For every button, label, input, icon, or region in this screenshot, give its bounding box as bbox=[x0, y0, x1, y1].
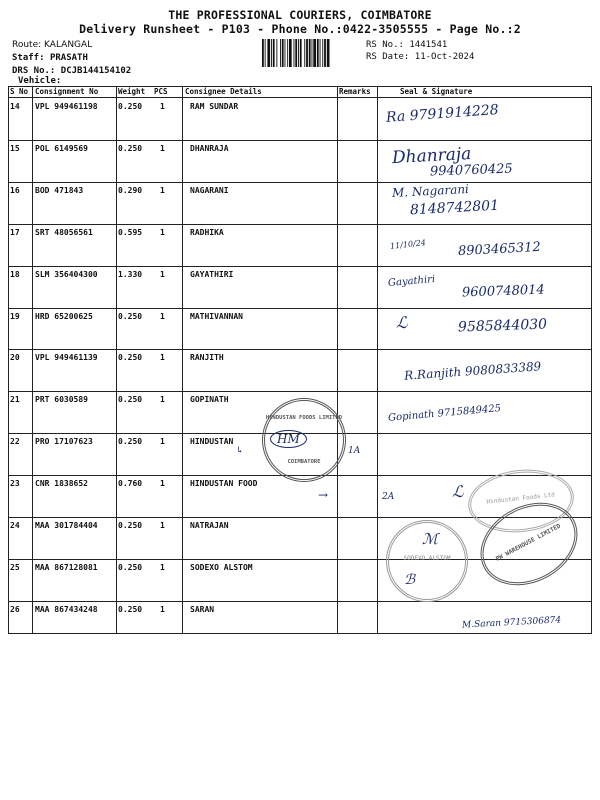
cell-sno: 17 bbox=[10, 227, 20, 237]
vehicle-label: Vehicle: bbox=[18, 76, 62, 86]
row-divider bbox=[8, 140, 592, 141]
barcode-bar bbox=[309, 39, 311, 67]
barcode-bar bbox=[313, 39, 316, 67]
drs-line bbox=[12, 66, 131, 76]
signature-mark-row-23: ℒ bbox=[452, 482, 464, 501]
cell-consignee: DHANRAJA bbox=[190, 143, 229, 153]
barcode-bar bbox=[267, 39, 270, 67]
arrow-row-22: ↳ bbox=[236, 446, 244, 456]
cell-weight: 0.760 bbox=[118, 479, 143, 489]
barcode bbox=[262, 39, 354, 67]
cell-pcs: 1 bbox=[160, 353, 165, 363]
header-weight: Weight bbox=[118, 87, 146, 96]
staff-value: PRASATH bbox=[49, 53, 88, 63]
cell-weight: 0.250 bbox=[118, 395, 143, 405]
barcode-bar bbox=[294, 39, 295, 67]
note-row-22: 1A bbox=[348, 446, 361, 456]
note-row-23: 2A bbox=[382, 492, 395, 502]
cell-pcs: 1 bbox=[160, 227, 165, 237]
cell-pcs: 1 bbox=[160, 185, 165, 195]
staff-label: Staff: bbox=[12, 53, 45, 63]
header-signature: Seal & Signature bbox=[400, 87, 473, 96]
cell-sno: 15 bbox=[10, 143, 20, 153]
cell-consignment: VPL 949461198 bbox=[35, 102, 98, 111]
barcode-bar bbox=[289, 39, 292, 67]
signature-mark-row-19: ℒ bbox=[396, 313, 408, 332]
cell-pcs: 1 bbox=[160, 311, 165, 321]
row-divider bbox=[8, 224, 592, 225]
rs-date-value: 11-Oct-2024 bbox=[414, 52, 475, 62]
cell-sno: 25 bbox=[10, 562, 20, 572]
arrow-row-23: → bbox=[318, 488, 329, 502]
signature-row-18: Gayathiri bbox=[387, 273, 436, 290]
cell-consignment: HRD 65200625 bbox=[35, 311, 93, 321]
header-remarks: Remarks bbox=[339, 87, 371, 96]
barcode-bar bbox=[300, 39, 302, 67]
barcode-bar bbox=[304, 39, 305, 67]
cell-pcs: 1 bbox=[160, 143, 165, 153]
cell-consignment: SLM 356404300 bbox=[35, 269, 98, 279]
phone-row-18: 9600748014 bbox=[461, 282, 545, 301]
signature-row-16: M. Nagarani bbox=[391, 181, 470, 201]
header-sno: S No bbox=[10, 87, 29, 96]
signature-mark-row-25: ℬ bbox=[404, 572, 416, 588]
cell-sno: 22 bbox=[10, 437, 20, 447]
header-consignment: Consignment No bbox=[35, 87, 99, 96]
route-line bbox=[12, 40, 92, 50]
cell-sno: 20 bbox=[10, 353, 20, 363]
rs-date-line bbox=[366, 52, 474, 62]
cell-consignment: POL 6149569 bbox=[35, 143, 88, 153]
stamp-3-text: PW WAREHOUSE LIMITED bbox=[494, 522, 562, 563]
signature-row-15: Dhanraja bbox=[391, 143, 472, 169]
signature-row-26: M.Saran 9715306874 bbox=[461, 615, 562, 631]
cell-pcs: 1 bbox=[160, 102, 165, 111]
cell-consignee: SARAN bbox=[190, 604, 215, 614]
cell-pcs: 1 bbox=[160, 437, 165, 447]
cell-consignee: RAM SUNDAR bbox=[190, 102, 239, 111]
barcode-bar bbox=[265, 39, 266, 67]
document-subtitle: Delivery Runsheet - P103 - Phone No.:0422-3505555 - Page No.:2 bbox=[79, 22, 521, 36]
cell-consignee: GAYATHIRI bbox=[190, 269, 234, 279]
stamp-2-text: Hindustan Foods Ltd bbox=[486, 491, 556, 506]
cell-consignment: MAA 301784404 bbox=[35, 521, 98, 530]
barcode-bar bbox=[262, 39, 264, 67]
table-row bbox=[8, 98, 592, 140]
stamp-1-top-text: HINDUSTAN FOODS LIMITED bbox=[265, 415, 343, 421]
cell-consignee: RANJITH bbox=[190, 353, 224, 363]
row-divider bbox=[8, 349, 592, 350]
barcode-bar bbox=[280, 39, 281, 67]
barcode-bar bbox=[276, 39, 277, 67]
table-row bbox=[8, 182, 592, 224]
row-divider bbox=[8, 182, 592, 183]
row-divider bbox=[8, 308, 592, 309]
document-title: THE PROFESSIONAL COURIERS, COIMBATORE bbox=[168, 8, 432, 22]
phone-row-15: 9940760425 bbox=[429, 161, 513, 180]
cell-pcs: 1 bbox=[160, 269, 165, 279]
barcode-bar bbox=[273, 39, 275, 67]
cell-consignee: RADHIKA bbox=[190, 227, 224, 237]
barcode-bar bbox=[287, 39, 288, 67]
barcode-bar bbox=[298, 39, 299, 67]
stamp-4-text: SODEXO ALSTOM bbox=[403, 555, 451, 562]
cell-weight: 0.250 bbox=[118, 102, 143, 111]
cell-sno: 18 bbox=[10, 269, 20, 279]
cell-weight: 0.250 bbox=[118, 521, 143, 530]
barcode-bar bbox=[312, 39, 313, 67]
cell-consignment: SRT 48056561 bbox=[35, 227, 93, 237]
row-divider bbox=[8, 391, 592, 392]
rs-no-value: 1441541 bbox=[409, 40, 448, 50]
phone-row-16: 8148742801 bbox=[409, 197, 500, 219]
vehicle-line bbox=[18, 76, 61, 86]
cell-pcs: 1 bbox=[160, 562, 165, 572]
phone-row-17: 8903465312 bbox=[457, 239, 542, 260]
cell-weight: 0.250 bbox=[118, 437, 143, 447]
cell-weight: 0.250 bbox=[118, 311, 143, 321]
date-row-17: 11/10/24 bbox=[389, 238, 427, 251]
rs-no-line bbox=[366, 40, 447, 50]
row-divider bbox=[8, 266, 592, 267]
cell-consignee: HINDUSTAN bbox=[190, 437, 234, 447]
barcode-bar bbox=[317, 39, 319, 67]
row-divider bbox=[8, 601, 592, 602]
staff-line bbox=[12, 53, 88, 63]
cell-consignee: MATHIVANNAN bbox=[190, 311, 243, 321]
signature-row-14: Ra 9791914228 bbox=[385, 102, 500, 126]
cell-weight: 0.250 bbox=[118, 143, 143, 153]
cell-pcs: 1 bbox=[160, 604, 165, 614]
stamp-1-bottom-text: COIMBATORE bbox=[287, 459, 321, 465]
cell-consignment: VPL 949461139 bbox=[35, 353, 98, 363]
cell-weight: 0.250 bbox=[118, 562, 143, 572]
barcode-bar bbox=[306, 39, 308, 67]
cell-consignment: PRO 17107623 bbox=[35, 437, 93, 447]
cell-pcs: 1 bbox=[160, 521, 165, 530]
cell-sno: 24 bbox=[10, 521, 20, 530]
hindustan-foods-stamp bbox=[262, 398, 346, 482]
cell-consignment: MAA 867128081 bbox=[35, 562, 98, 572]
cell-consignee: GOPINATH bbox=[190, 395, 229, 405]
cell-consignee: HINDUSTAN FOOD bbox=[190, 479, 258, 489]
barcode-bar bbox=[320, 39, 321, 67]
barcode-bar bbox=[295, 39, 297, 67]
cell-consignee: SODEXO ALSTOM bbox=[190, 562, 253, 572]
cell-weight: 0.595 bbox=[118, 227, 143, 237]
cell-sno: 23 bbox=[10, 479, 20, 489]
cell-weight: 0.250 bbox=[118, 353, 143, 363]
barcode-bar bbox=[322, 39, 323, 67]
cell-sno: 21 bbox=[10, 395, 20, 405]
cell-sno: 16 bbox=[10, 185, 20, 195]
cell-pcs: 1 bbox=[160, 479, 165, 489]
drs-value: DCJB144154102 bbox=[60, 66, 132, 76]
cell-sno: 19 bbox=[10, 311, 20, 321]
header-consignee: Consignee Details bbox=[185, 87, 262, 96]
cell-pcs: 1 bbox=[160, 395, 165, 405]
sodexo-stamp bbox=[386, 520, 468, 602]
barcode-bar bbox=[327, 39, 330, 67]
cell-sno: 26 bbox=[10, 604, 20, 614]
cell-consignment: PRT 6030589 bbox=[35, 395, 88, 405]
phone-row-19: 9585844030 bbox=[457, 316, 548, 336]
cell-weight: 0.250 bbox=[118, 604, 143, 614]
signature-row-20: R.Ranjith 9080833389 bbox=[403, 359, 542, 383]
cell-weight: 1.330 bbox=[118, 269, 143, 279]
cell-consignment: MAA 867434248 bbox=[35, 604, 98, 614]
barcode-bar bbox=[285, 39, 286, 67]
header-pcs: PCS bbox=[154, 87, 168, 96]
initials-row-22: HM bbox=[270, 430, 307, 448]
rs-date-label: RS Date: bbox=[366, 52, 410, 62]
signature-mark-row-24: ℳ bbox=[422, 530, 439, 548]
cell-consignment: CNR 1838652 bbox=[35, 479, 88, 489]
barcode-bar bbox=[282, 39, 284, 67]
cell-sno: 14 bbox=[10, 102, 20, 111]
barcode-bar bbox=[271, 39, 272, 67]
cell-consignment: BOD 471843 bbox=[35, 185, 84, 195]
cell-consignee: NAGARANI bbox=[190, 185, 229, 195]
signature-row-21: Gopinath 9715849425 bbox=[387, 403, 502, 424]
cell-weight: 0.290 bbox=[118, 185, 143, 195]
barcode-bar bbox=[324, 39, 326, 67]
route-value: KALANGAL bbox=[44, 40, 93, 50]
route-label: Route: bbox=[12, 40, 42, 50]
rs-no-label: RS No.: bbox=[366, 40, 404, 50]
cell-consignee: NATRAJAN bbox=[190, 521, 229, 530]
drs-label: DRS No.: bbox=[12, 66, 56, 76]
